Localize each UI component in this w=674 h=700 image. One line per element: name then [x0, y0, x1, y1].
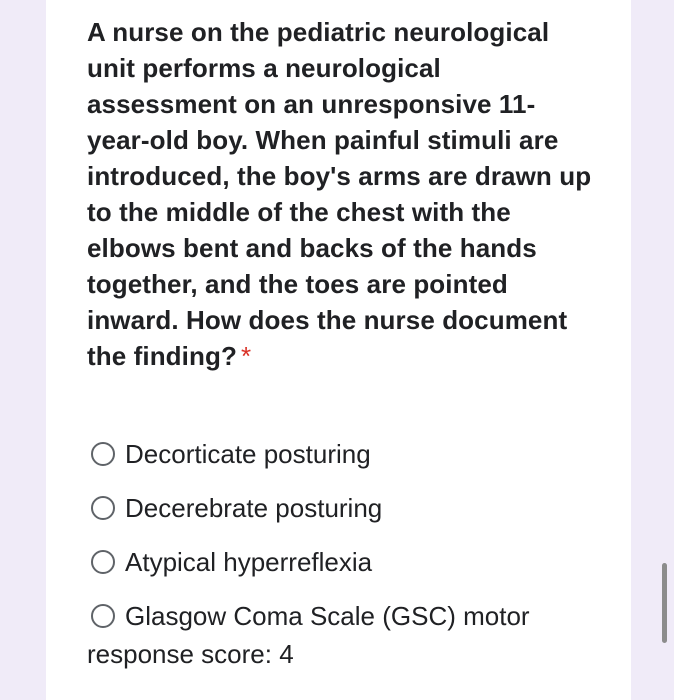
- question-card: [46, 0, 631, 700]
- option-label: Atypical hyperreflexia: [125, 547, 373, 577]
- radio-button[interactable]: [91, 442, 115, 466]
- option-gcs-motor-score[interactable]: [87, 597, 607, 673]
- option-decorticate-posturing[interactable]: [87, 435, 607, 473]
- option-atypical-hyperreflexia[interactable]: [87, 543, 607, 581]
- option-label: Decorticate posturing: [125, 439, 371, 469]
- radio-button[interactable]: [91, 604, 115, 628]
- question-title: [87, 14, 597, 374]
- question-text: A nurse on the pediatric neurological unit performs a neurological assessment on an unresponsive 11-year-old boy. When painful stimuli are introduced, the boy's arms are drawn up to the middle of the chest with the elbows bent and backs of the hands together, and the toes are pointed inward. How does the nurse document the finding?: [87, 17, 592, 371]
- required-asterisk: *: [240, 341, 252, 371]
- answer-options: [87, 435, 607, 689]
- option-decerebrate-posturing[interactable]: [87, 489, 607, 527]
- option-label: Decerebrate posturing: [125, 493, 383, 523]
- vertical-scrollbar[interactable]: [662, 563, 667, 643]
- radio-button[interactable]: [91, 550, 115, 574]
- radio-button[interactable]: [91, 496, 115, 520]
- option-label: Glasgow Coma Scale (GSC) motor response score: 4: [87, 601, 530, 669]
